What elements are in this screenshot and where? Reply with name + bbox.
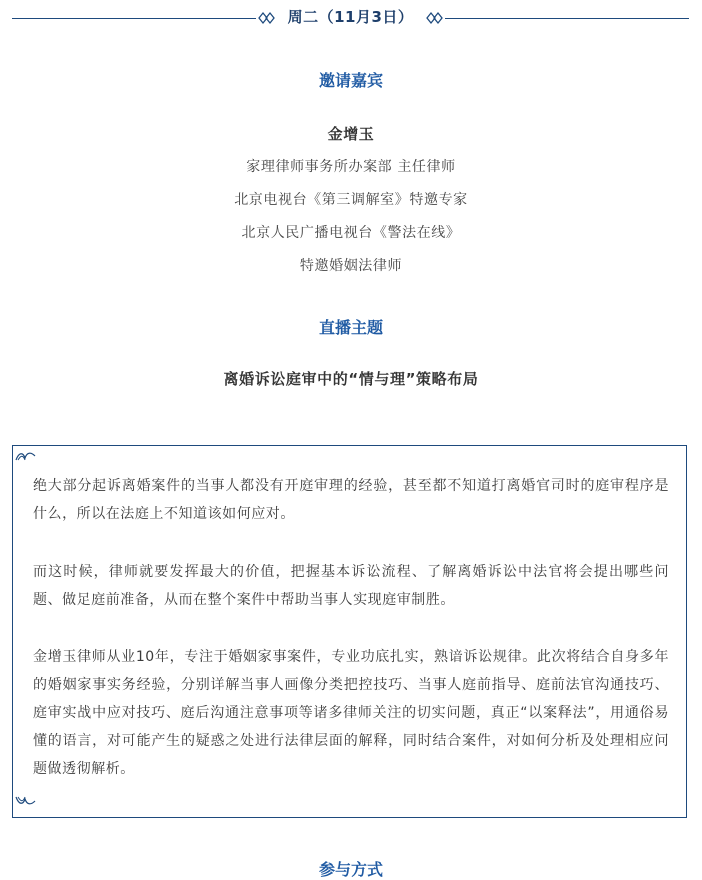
guest-name: 金增玉 xyxy=(327,125,375,143)
wave-corner-icon xyxy=(15,448,37,462)
live-topic: 离婚诉讼庭审中的“情与理”策略布局 xyxy=(223,370,479,388)
header-rule-left xyxy=(12,18,256,19)
guest-role-line: 北京电视台《第三调解室》特邀专家 xyxy=(234,192,468,208)
day-header xyxy=(12,4,689,32)
wave-corner-icon xyxy=(15,795,37,809)
intro-paragraph: 绝大部分起诉离婚案件的当事人都没有开庭审理的经验，甚至都不知道打离婚官司时的庭审程序是什么，所以在法庭上不知道该如何应对。 xyxy=(33,478,669,522)
header-rule-right xyxy=(445,18,689,19)
participation-section-title: 参与方式 xyxy=(318,860,383,879)
intro-paragraph: 而这时候，律师就要发挥最大的价值，把握基本诉讼流程、了解离婚诉讼中法官将会提出哪些问题、做足庭前准备，从而在整个案件中帮助当事人实现庭审制胜。 xyxy=(33,564,669,608)
guests-section-title: 邀请嘉宾 xyxy=(318,71,383,90)
intro-frame xyxy=(12,445,687,818)
topic-section-title: 直播主题 xyxy=(318,318,383,337)
intro-paragraph: 金增玉律师从业10年，专注于婚姻家事案件，专业功底扎实，熟谙诉讼规律。此次将结合自身多年的婚姻家事实务经验，分别详解当事人画像分类把控技巧、当事人庭前指导、庭前法官沟通技巧、庭审实战中应对技巧、庭后沟通注意事项等诸多律师关注的切实问题，真正“以案释法”，用通俗易懂的语言，对可能产生的疑惑之处进行法律层面的解释，同时结合案件，对如何分析及处理相应问题做透彻解析。 xyxy=(33,649,669,777)
guest-role-line: 特邀婚姻法律师 xyxy=(299,258,403,274)
guest-role-line: 北京人民广播电视台《警法在线》 xyxy=(241,225,461,241)
day-title: 周二（11月3日） xyxy=(287,8,414,26)
guest-role-line: 家理律师事务所办案部 主任律师 xyxy=(246,159,456,175)
double-diamond-icon xyxy=(423,10,443,26)
double-diamond-icon xyxy=(258,10,278,26)
